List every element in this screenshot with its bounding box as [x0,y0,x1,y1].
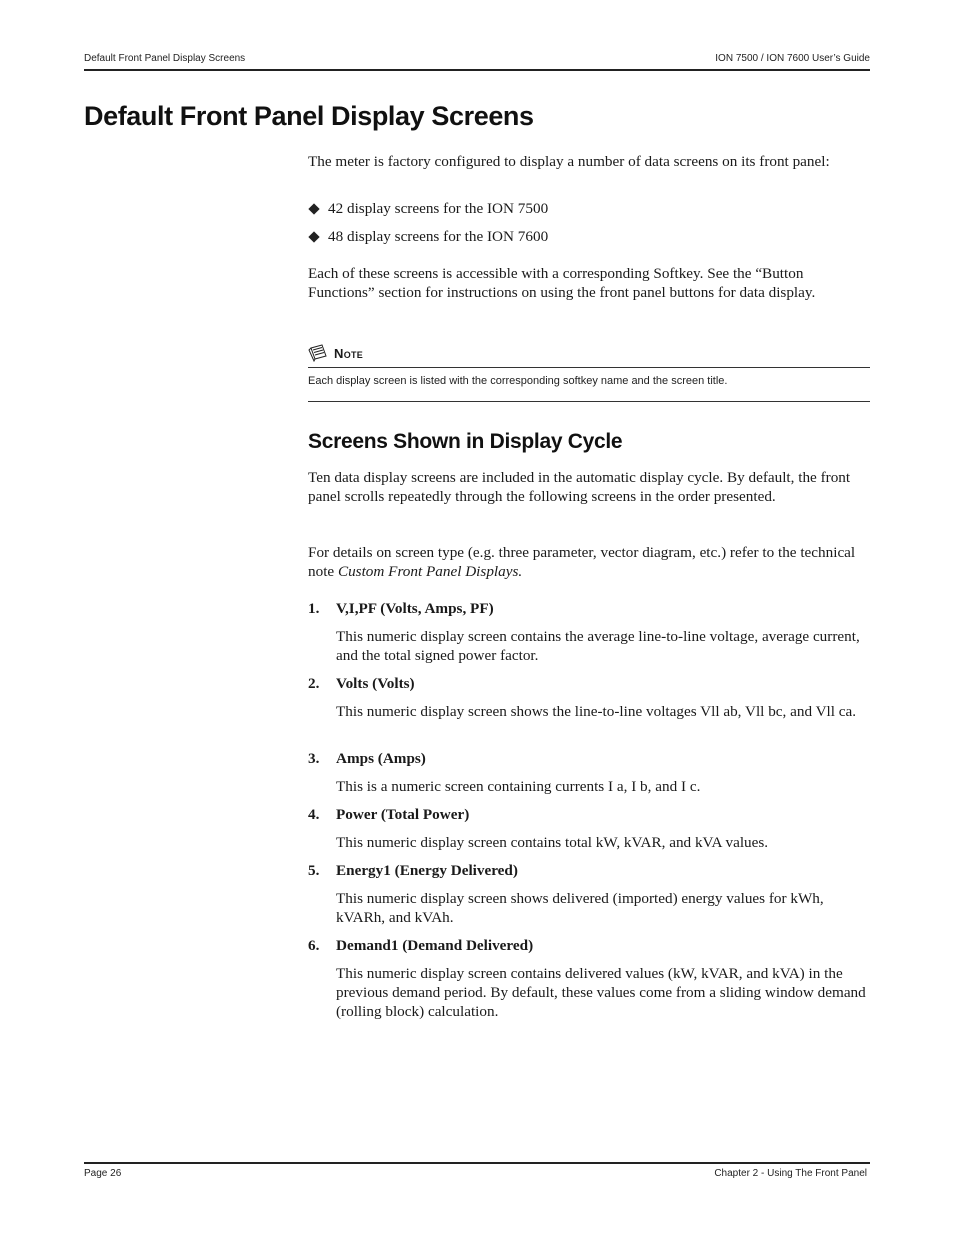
header-rule [84,69,870,71]
list-item-title [308,599,494,618]
section-title: Screens Shown in Display Cycle [308,430,623,453]
diamond-bullet-icon [308,203,319,214]
page-title: Default Front Panel Display Screens [84,101,534,131]
running-header-right: ION 7500 / ION 7600 User’s Guide [715,53,870,64]
item-title-text: Volts (Volts) [336,675,415,692]
note-heading [308,344,363,362]
bullet-item [308,227,548,246]
details-paragraph [308,543,870,581]
item-title-text: V,I,PF (Volts, Amps, PF) [336,600,494,617]
list-item-title [308,674,415,693]
list-item-description: This is a numeric screen containing currents I a, I b, and I c. [336,778,701,795]
item-title-text: Energy1 (Energy Delivered) [336,862,518,879]
bullet-text: 48 display screens for the ION 7600 [328,228,549,245]
section-paragraph: Ten data display screens are included in the automatic display cycle. By default, the front panel scrolls repeatedly through the following screens in the order presented. [308,469,851,505]
bullet-item [308,199,548,218]
item-number: 6. [308,937,320,954]
item-title-text: Demand1 (Demand Delivered) [336,937,534,954]
technical-note-reference: Custom Front Panel Displays. [337,563,523,580]
item-number: 5. [308,862,320,879]
page-number: Page 26 [84,1168,122,1179]
bullet-text: 42 display screens for the ION 7500 [328,200,549,217]
list-item-title [308,805,469,824]
item-number: 3. [308,750,320,767]
footer-rule [84,1162,870,1164]
note-text: Each display screen is listed with the corresponding softkey name and the screen title. [308,375,728,387]
running-header-left: Default Front Panel Display Screens [84,53,246,64]
intro-paragraph: The meter is factory configured to display a number of data screens on its front panel: [308,153,830,170]
chapter-footer: Chapter 2 - Using The Front Panel [714,1168,867,1179]
list-item-title [308,861,518,880]
note-pad-icon [308,344,330,362]
note-label: Note [334,345,364,361]
list-item-title [308,936,533,955]
details-text: For details on screen type (e.g. three parameter, vector diagram, etc.) refer to the technical note [308,544,856,580]
note-bottom-rule [308,401,870,402]
list-item-description: This numeric display screen shows delivered (imported) energy values for kWh, kVARh, and kVAh. [336,890,824,926]
softkey-paragraph: Each of these screens is accessible with a corresponding Softkey. See the “Button Functions” section for instructions on using the front panel buttons for data display. [308,265,816,301]
list-item-description: This numeric display screen shows the line-to-line voltages Vll ab, Vll bc, and Vll ca. [336,703,857,720]
list-item-description: This numeric display screen contains delivered values (kW, kVAR, and kVA) in the previous demand period. By default, these values come from a sliding window demand (rolling block) calculation. [336,965,866,1020]
list-item-description: This numeric display screen contains total kW, kVAR, and kVA values. [336,834,769,851]
item-number: 1. [308,600,320,617]
list-item-description: This numeric display screen contains the average line-to-line voltage, average current, and the total signed power factor. [336,628,860,664]
note-top-rule [308,367,870,368]
item-title-text: Amps (Amps) [336,750,426,767]
diamond-bullet-icon [308,231,319,242]
item-title-text: Power (Total Power) [336,806,470,823]
item-number: 4. [308,806,320,823]
list-item-title [308,749,426,768]
item-number: 2. [308,675,320,692]
